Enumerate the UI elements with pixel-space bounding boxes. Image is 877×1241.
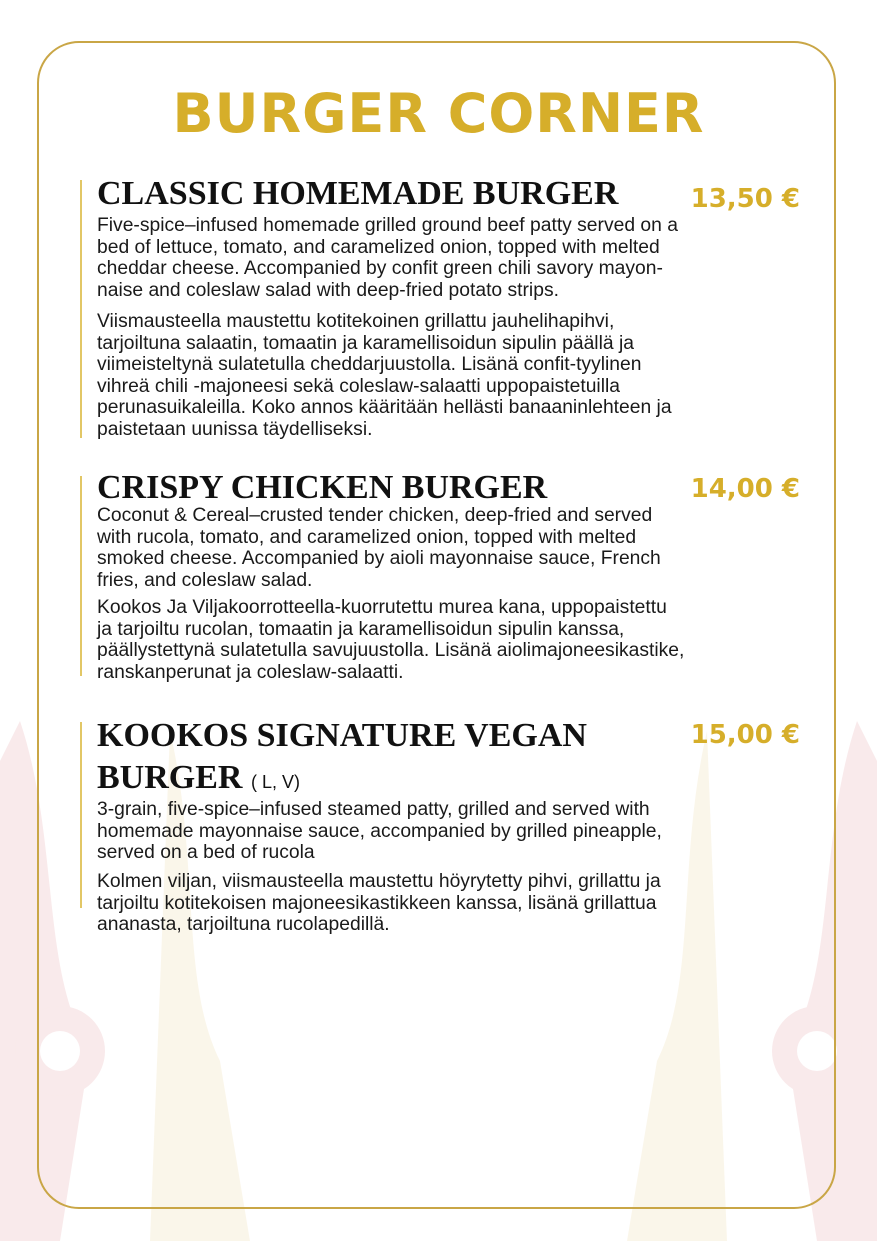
item-description-fi (97, 871, 661, 936)
desc-line: 3-grain, five-spice–infused steamed patty, grilled and served with (97, 799, 650, 820)
desc-line: tarjoiltuna salaatin, tomaatin ja karamellisoidun sipulin päällä ja (97, 332, 634, 354)
desc-line: Kookos Ja Viljakoorrotteella-kuorrutettu murea kana, uppopaistettu (97, 597, 667, 618)
menu-item-vegan-burger (80, 718, 810, 938)
accent-bar (80, 476, 82, 676)
menu-item-crispy-chicken-burger (80, 469, 810, 683)
desc-line: paistetaan uunissa täydelliseksi. (97, 418, 373, 440)
desc-line: homemade mayonnaise sauce, accompanied by grilled pineapple, (97, 820, 662, 842)
item-name-line-1: KOOKOS SIGNATURE VEGAN (97, 717, 587, 754)
item-name-line-2 (97, 758, 300, 802)
desc-line: smoked cheese. Accompanied by aioli mayonnaise sauce, French (97, 548, 661, 569)
desc-line: naise and coleslaw salad with deep-fried potato strips. (97, 279, 559, 301)
desc-line: Kolmen viljan, viismausteella maustettu höyrytetty pihvi, grillattu ja (97, 871, 661, 892)
desc-line: ja tarjoiltu rucolan, tomaatin ja karamellisoidun sipulin kanssa, (97, 618, 625, 640)
desc-line: vihreä chili -majoneesi sekä coleslaw-salaatti uppopaistetuilla (97, 375, 621, 397)
desc-line: cheddar cheese. Accompanied by confit green chili savory mayon- (97, 258, 663, 279)
desc-line: Coconut & Cereal–crusted tender chicken, deep-fried and served (97, 505, 653, 526)
item-name: CRISPY CHICKEN BURGER (97, 469, 548, 506)
desc-line: bed of lettuce, tomato, and caramelized onion, topped with melted (97, 236, 660, 258)
desc-line: Five-spice–infused homemade grilled ground beef patty served on a (97, 215, 678, 236)
desc-line: viimeisteltynä sulatetulla cheddarjuustolla. Lisänä confit-tyylinen (97, 354, 642, 375)
menu-item-classic-burger (80, 175, 810, 440)
item-description-fi (97, 311, 672, 440)
accent-bar (80, 722, 82, 908)
item-price: 14,00 € (690, 474, 800, 504)
item-description-en (97, 799, 662, 864)
item-name: CLASSIC HOMEMADE BURGER (97, 175, 619, 212)
desc-line: Viismausteella maustettu kotitekoinen grillattu jauhelihapihvi, (97, 311, 615, 332)
desc-line: with rucola, tomato, and caramelized onion, topped with melted (97, 526, 637, 548)
desc-line: päällystettynä sulatetulla savujuustolla. Lisänä aiolimajoneesikastike, (97, 640, 685, 661)
desc-line: fries, and coleslaw salad. (97, 569, 313, 591)
desc-line: ranskanperunat ja coleslaw-salaatti. (97, 661, 404, 683)
item-description-fi (97, 597, 684, 683)
accent-bar (80, 180, 82, 438)
desc-line: tarjoiltu kotitekoisen majoneesikastikkeen kanssa, lisänä grillattua (97, 892, 657, 914)
desc-line: served on a bed of rucola (97, 842, 315, 863)
dietary-tags: ( L, V) (250, 772, 300, 792)
item-price: 13,50 € (690, 184, 800, 214)
item-description-en (97, 215, 678, 301)
item-price: 15,00 € (690, 720, 800, 750)
item-name: BURGER (97, 759, 243, 796)
page-title: BURGER CORNER (172, 82, 705, 145)
item-description-en (97, 505, 661, 591)
desc-line: perunasuikaleilla. Koko annos kääritään hellästi banaaninlehteen ja (97, 397, 672, 418)
desc-line: ananasta, tarjoiltuna rucolapedillä. (97, 914, 390, 935)
